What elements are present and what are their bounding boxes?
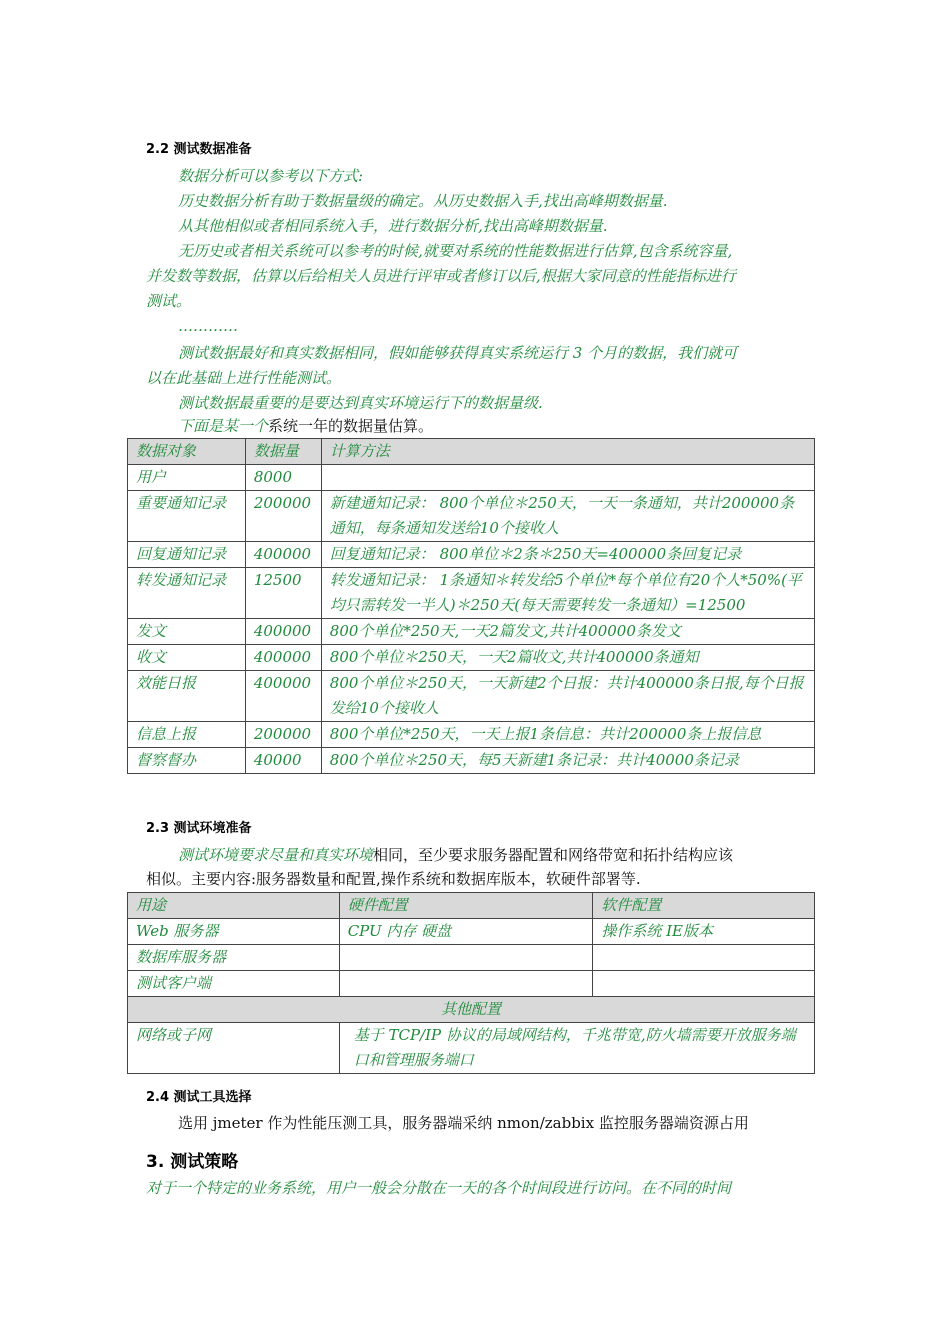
cell-quantity: 200000 xyxy=(245,491,321,542)
section-heading-3: 3. 测试策略 xyxy=(146,1152,239,1172)
table-row xyxy=(128,542,815,568)
paragraph: 数据分析可以参考以下方式: xyxy=(178,167,364,185)
cell-software xyxy=(593,971,815,997)
cell-description: 基于 TCP/IP 协议的局域网结构，千兆带宽,防火墙需要开放服务端口和管理服务端口 xyxy=(339,1023,814,1074)
cell-software: 操作系统 IE版本 xyxy=(593,919,815,945)
table-header-row xyxy=(128,439,815,465)
table-row xyxy=(128,465,815,491)
cell-method: 800个单位*250天，一天上报1条信息：共计200000条上报信息 xyxy=(321,722,814,748)
header-cell: 用途 xyxy=(128,893,340,919)
cell-quantity: 400000 xyxy=(245,671,321,722)
cell-method: 新建通知记录： 800个单位＊250天，一天一条通知，共计200000条通知，每条通知发送给10个接收人 xyxy=(321,491,814,542)
cell-method: 800个单位＊250天，一天新建2个日报：共计400000条日报,每个日报发给10个接收人 xyxy=(321,671,814,722)
header-cell: 硬件配置 xyxy=(339,893,593,919)
cell-method: 800个单位*250天,一天2篇发文,共计400000条发文 xyxy=(321,619,814,645)
ellipsis: ………… xyxy=(178,317,238,335)
cell-object: 发文 xyxy=(128,619,246,645)
header-cell: 数据量 xyxy=(245,439,321,465)
paragraph: 以在此基础上进行性能测试。 xyxy=(146,369,342,387)
cell-quantity: 400000 xyxy=(245,619,321,645)
cell-use: 网络或子网 xyxy=(128,1023,340,1074)
data-volume-table xyxy=(127,438,815,774)
table-row xyxy=(128,491,815,542)
paragraph: 对于一个特定的业务系统，用户一般会分散在一天的各个时间段进行访问。在不同的时间 xyxy=(146,1179,732,1197)
table-row xyxy=(128,671,815,722)
section-heading-2-3: 2.3 测试环境准备 xyxy=(146,821,252,836)
paragraph: 测试数据最重要的是要达到真实环境运行下的数据量级. xyxy=(178,394,543,412)
cell-hardware xyxy=(339,945,593,971)
header-cell: 软件配置 xyxy=(593,893,815,919)
cell-object: 收文 xyxy=(128,645,246,671)
text-green: 测试环境要求尽量和真实环境 xyxy=(178,846,374,864)
table-row xyxy=(128,945,815,971)
paragraph: 测试。 xyxy=(146,292,192,310)
table-row xyxy=(128,971,815,997)
table-row xyxy=(128,619,815,645)
cell-hardware: CPU 内存 硬盘 xyxy=(339,919,593,945)
cell-method: 回复通知记录： 800单位＊2条＊250天=400000条回复记录 xyxy=(321,542,814,568)
paragraph xyxy=(178,414,433,439)
cell-object: 效能日报 xyxy=(128,671,246,722)
table-row xyxy=(128,645,815,671)
cell-quantity: 200000 xyxy=(245,722,321,748)
cell-hardware xyxy=(339,971,593,997)
cell-quantity: 12500 xyxy=(245,568,321,619)
cell-method: 800个单位＊250天，一天2篇收文,共计400000条通知 xyxy=(321,645,814,671)
cell-use: 数据库服务器 xyxy=(128,945,340,971)
cell-object: 用户 xyxy=(128,465,246,491)
text-black: 相同，至少要求服务器配置和网络带宽和拓扑结构应该 xyxy=(373,846,734,864)
paragraph: 并发数等数据，估算以后给相关人员进行评审或者修订以后,根据大家同意的性能指标进行 xyxy=(146,267,736,285)
cell-quantity: 8000 xyxy=(245,465,321,491)
cell-object: 回复通知记录 xyxy=(128,542,246,568)
cell-quantity: 40000 xyxy=(245,748,321,774)
header-cell: 数据对象 xyxy=(128,439,246,465)
cell-software xyxy=(593,945,815,971)
text-green: 下面是某一个 xyxy=(178,417,269,435)
cell-object: 重要通知记录 xyxy=(128,491,246,542)
table-row xyxy=(128,919,815,945)
paragraph: 从其他相似或者相同系统入手，进行数据分析,找出高峰期数据量. xyxy=(178,217,608,235)
environment-table xyxy=(127,892,815,1074)
table-row xyxy=(128,748,815,774)
paragraph: 历史数据分析有助于数据量级的确定。从历史数据入手,找出高峰期数据量. xyxy=(178,192,668,210)
paragraph: 选用 jmeter 作为性能压测工具，服务器端采纳 nmon/zabbix 监控服务器端资源占用 xyxy=(178,1114,749,1132)
table-header-row xyxy=(128,893,815,919)
table-row xyxy=(128,997,815,1023)
cell-use: Web 服务器 xyxy=(128,919,340,945)
cell-object: 转发通知记录 xyxy=(128,568,246,619)
cell-quantity: 400000 xyxy=(245,542,321,568)
text-black: 系统一年的数据量估算。 xyxy=(268,417,434,435)
paragraph xyxy=(178,843,733,868)
section-heading-2-2: 2.2 测试数据准备 xyxy=(146,142,252,157)
other-config-header: 其他配置 xyxy=(128,997,815,1023)
table-row xyxy=(128,722,815,748)
table-row xyxy=(128,568,815,619)
section-heading-2-4: 2.4 测试工具选择 xyxy=(146,1090,252,1105)
table-row xyxy=(128,1023,815,1074)
header-cell: 计算方法 xyxy=(321,439,814,465)
paragraph: 相似。主要内容:服务器数量和配置,操作系统和数据库版本，软硬件部署等. xyxy=(146,870,641,888)
cell-object: 信息上报 xyxy=(128,722,246,748)
cell-quantity: 400000 xyxy=(245,645,321,671)
cell-method: 800个单位＊250天，每5天新建1条记录：共计40000条记录 xyxy=(321,748,814,774)
paragraph: 测试数据最好和真实数据相同，假如能够获得真实系统运行 3 个月的数据，我们就可 xyxy=(178,344,738,362)
cell-method xyxy=(321,465,814,491)
cell-use: 测试客户端 xyxy=(128,971,340,997)
cell-object: 督察督办 xyxy=(128,748,246,774)
cell-method: 转发通知记录： 1条通知＊转发给5个单位*每个单位有20个人*50%(平均只需转发一半人)＊250天(每天需要转发一条通知）=12500 xyxy=(321,568,814,619)
paragraph: 无历史或者相关系统可以参考的时候,就要对系统的性能数据进行估算,包含系统容量, xyxy=(178,242,733,260)
